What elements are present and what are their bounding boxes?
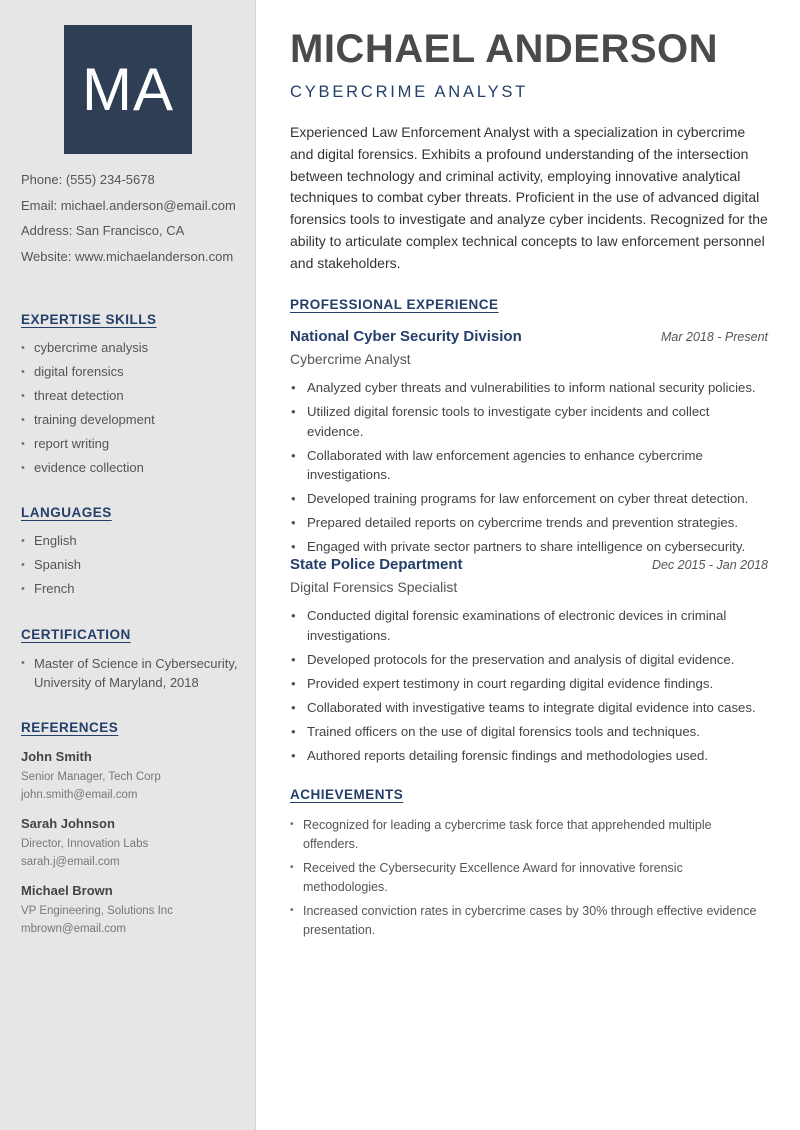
list-item: • threat detection <box>21 387 246 411</box>
contact-email: Email: michael.anderson@email.com <box>21 197 236 213</box>
reference-entry <box>21 883 246 938</box>
job-title: CYBERCRIME ANALYST <box>290 83 529 101</box>
job-entry <box>290 328 768 561</box>
job-bullets <box>290 378 768 557</box>
summary-paragraph: Experienced Law Enforcement Analyst with a specialization in cybercrime and digital forensics. Exhibits a profound understanding of the intersection between technology and criminal activity, employing innovative analytical techniques to combat cyber threats. Proficient in the use of advanced digital forensics tools to investigate and analyze cyber incidents. Recognized for the ability to articulate complex technical concepts to law enforcement personnel and stakeholders. <box>290 124 768 271</box>
monogram-logo: MA <box>64 25 192 154</box>
certification-section <box>21 627 246 692</box>
reference-entry <box>21 749 246 804</box>
job-organization: State Police Department <box>290 556 463 573</box>
experience-heading: PROFESSIONAL EXPERIENCE <box>290 297 499 312</box>
list-item: • cybercrime analysis <box>21 339 246 363</box>
contact-info <box>21 170 251 272</box>
list-item: • French <box>21 580 246 604</box>
references-section <box>21 720 246 938</box>
reference-entry <box>21 816 246 871</box>
reference-email: sarah.j@email.com <box>21 855 120 868</box>
contact-address: Address: San Francisco, CA <box>21 223 185 238</box>
list-item: • Master of Science in Cybersecurity, University of Maryland, 2018 <box>21 654 246 692</box>
list-item: • Developed training programs for law enforcement on cyber threat detection. <box>290 489 768 509</box>
list-item: • Collaborated with law enforcement agencies to enhance cybercrime investigations. <box>290 446 768 485</box>
reference-email: mbrown@email.com <box>21 922 126 935</box>
languages-list <box>21 532 246 604</box>
list-item: • Authored reports detailing forensic findings and methodologies used. <box>290 746 768 766</box>
list-item: • Provided expert testimony in court regarding digital evidence findings. <box>290 674 768 694</box>
list-item: • Prepared detailed reports on cybercrime trends and prevention strategies. <box>290 513 768 533</box>
references-heading: REFERENCES <box>21 720 119 735</box>
list-item: • digital forensics <box>21 363 246 387</box>
job-organization: National Cyber Security Division <box>290 328 522 345</box>
list-item: • Received the Cybersecurity Excellence Award for innovative forensic methodologies. <box>290 859 768 897</box>
job-dates: Dec 2015 - Jan 2018 <box>651 558 768 572</box>
list-item: • Collaborated with investigative teams to integrate digital evidence into cases. <box>290 698 768 718</box>
reference-email: john.smith@email.com <box>21 788 138 801</box>
languages-heading: LANGUAGES <box>21 505 112 520</box>
reference-role: VP Engineering, Solutions Inc <box>21 905 173 917</box>
achievements-heading: ACHIEVEMENTS <box>290 787 404 802</box>
reference-role: Director, Innovation Labs <box>21 838 149 850</box>
list-item: • Utilized digital forensic tools to investigate cyber incidents and collect evidence. <box>290 402 768 441</box>
languages-section <box>21 505 246 604</box>
skills-list <box>21 339 246 483</box>
list-item: • Engaged with private sector partners to share intelligence on cybersecurity. <box>290 537 768 557</box>
list-item: • Trained officers on the use of digital forensics tools and techniques. <box>290 722 768 742</box>
contact-phone: Phone: (555) 234-5678 <box>21 172 155 187</box>
list-item: • training development <box>21 411 246 435</box>
job-bullets <box>290 606 768 765</box>
list-item: • report writing <box>21 435 246 459</box>
list-item: • Recognized for leading a cybercrime task force that apprehended multiple offenders. <box>290 816 768 854</box>
job-entry <box>290 556 768 770</box>
list-item: • Analyzed cyber threats and vulnerabilities to inform national security policies. <box>290 378 768 398</box>
list-item: • evidence collection <box>21 459 246 483</box>
list-item: • Conducted digital forensic examinations of electronic devices in criminal investigations. <box>290 606 768 645</box>
skills-section <box>21 312 246 483</box>
list-item: • Spanish <box>21 556 246 580</box>
job-role: Digital Forensics Specialist <box>290 579 458 595</box>
certification-heading: CERTIFICATION <box>21 627 131 642</box>
achievements-list <box>290 816 768 946</box>
list-item: • Increased conviction rates in cybercrime cases by 30% through effective evidence presentation. <box>290 902 768 940</box>
list-item: • Developed protocols for the preservation and analysis of digital evidence. <box>290 650 768 670</box>
reference-role: Senior Manager, Tech Corp <box>21 771 161 783</box>
reference-name: John Smith <box>21 749 92 764</box>
person-name: MICHAEL ANDERSON <box>290 27 719 71</box>
job-dates: Mar 2018 - Present <box>661 330 768 344</box>
contact-website: Website: www.michaelanderson.com <box>21 248 234 264</box>
reference-name: Michael Brown <box>21 883 113 898</box>
job-role: Cybercrime Analyst <box>290 351 411 367</box>
skills-heading: EXPERTISE SKILLS <box>21 312 157 327</box>
certification-list <box>21 654 246 692</box>
sidebar <box>0 0 256 1130</box>
list-item: • English <box>21 532 246 556</box>
reference-name: Sarah Johnson <box>21 816 115 831</box>
